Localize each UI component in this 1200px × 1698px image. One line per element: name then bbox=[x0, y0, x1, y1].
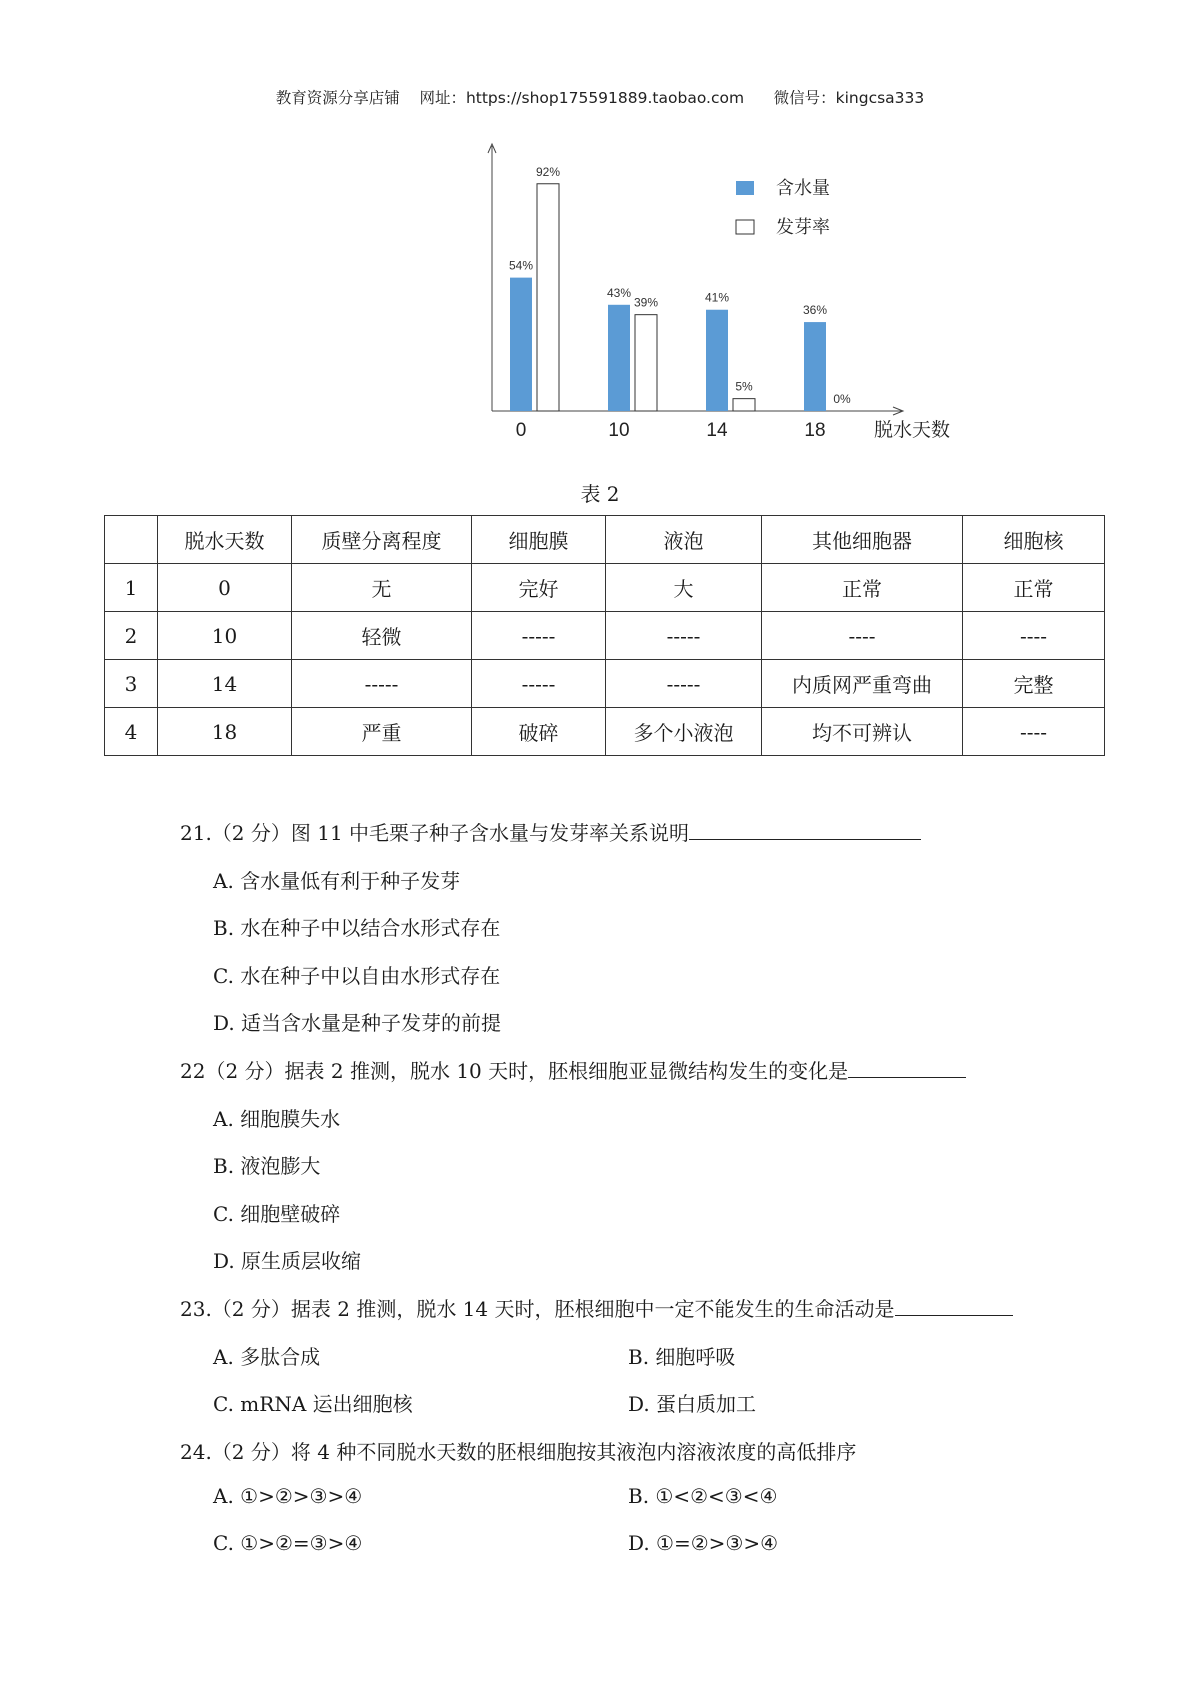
option-c[interactable]: C. 水在种子中以自由水形式存在 bbox=[213, 963, 501, 988]
x-tick-labels bbox=[516, 420, 826, 441]
question-stem bbox=[180, 1293, 1013, 1322]
legend bbox=[736, 178, 830, 237]
legend-label-germination: 发芽率 bbox=[776, 217, 830, 237]
table-cell: ---- bbox=[762, 612, 963, 660]
table-header-cell: 其他细胞器 bbox=[762, 516, 963, 564]
table-header-cell: 细胞核 bbox=[963, 516, 1105, 564]
table-caption: 表 2 bbox=[580, 482, 620, 506]
label-water-18: 36% bbox=[802, 303, 828, 318]
option-d[interactable]: D. 蛋白质加工 bbox=[628, 1392, 757, 1416]
question-stem bbox=[180, 817, 921, 846]
option-c[interactable]: C. mRNA 运出细胞核 bbox=[213, 1392, 413, 1416]
label-germination-0: 92% bbox=[535, 164, 561, 179]
table-header-row bbox=[105, 516, 1105, 564]
answer-blank[interactable] bbox=[895, 1297, 1013, 1316]
x-axis-label: 脱水天数 bbox=[874, 420, 951, 441]
bar-germination-14 bbox=[733, 399, 755, 411]
option-a[interactable]: A. 细胞膜失水 bbox=[213, 1106, 341, 1131]
answer-blank[interactable] bbox=[689, 821, 921, 840]
table-cell: 均不可辨认 bbox=[762, 708, 963, 756]
question-stem bbox=[180, 1436, 856, 1465]
x-tick-14: 14 bbox=[706, 420, 728, 441]
label-germination-18: 0% bbox=[833, 392, 851, 406]
table-cell: 无 bbox=[292, 564, 472, 612]
table-cell: 0 bbox=[158, 564, 292, 612]
table-cell: ---- bbox=[963, 612, 1105, 660]
table-cell: 完好 bbox=[472, 564, 606, 612]
table-header-cell: 质壁分离程度 bbox=[292, 516, 472, 564]
option-b[interactable]: B. 水在种子中以结合水形式存在 bbox=[213, 916, 501, 940]
label-water-0: 54% bbox=[508, 258, 534, 273]
table-cell: ----- bbox=[292, 660, 472, 708]
option-b[interactable]: B. 细胞呼吸 bbox=[628, 1344, 736, 1369]
table-header-cell bbox=[105, 516, 158, 564]
table-cell: ---- bbox=[963, 708, 1105, 756]
bar-germination-10 bbox=[635, 315, 657, 411]
label-germination-14: 5% bbox=[735, 379, 753, 394]
data-table bbox=[104, 515, 1105, 756]
bar-water-14 bbox=[706, 310, 728, 411]
x-tick-18: 18 bbox=[804, 420, 826, 441]
table-row bbox=[105, 564, 1105, 612]
option-a[interactable]: A. 含水量低有利于种子发芽 bbox=[213, 868, 461, 893]
table-row bbox=[105, 660, 1105, 708]
table-cell: 4 bbox=[105, 708, 158, 756]
data-labels-group bbox=[509, 165, 851, 406]
answer-blank[interactable] bbox=[848, 1059, 966, 1078]
table-cell: ----- bbox=[606, 660, 762, 708]
bar-chart bbox=[470, 140, 970, 450]
option-d[interactable]: D. 原生质层收缩 bbox=[213, 1249, 362, 1273]
question-text: 22（2 分）据表 2 推测，脱水 10 天时，胚根细胞亚显微结构发生的变化是 bbox=[180, 1059, 849, 1083]
option-a[interactable]: A. 多肽合成 bbox=[213, 1344, 321, 1369]
option-a[interactable]: A. ①>②>③>④ bbox=[213, 1483, 363, 1508]
option-d[interactable]: D. 适当含水量是种子发芽的前提 bbox=[213, 1011, 502, 1035]
table-header-cell: 液泡 bbox=[606, 516, 762, 564]
option-b[interactable]: B. ①<②<③<④ bbox=[628, 1483, 778, 1508]
table-header-cell: 脱水天数 bbox=[158, 516, 292, 564]
table-cell: 严重 bbox=[292, 708, 472, 756]
question-text: 21.（2 分）图 11 中毛栗子种子含水量与发芽率关系说明 bbox=[180, 821, 690, 845]
table-header-cell: 细胞膜 bbox=[472, 516, 606, 564]
table-cell: 18 bbox=[158, 708, 292, 756]
table-cell: 3 bbox=[105, 660, 158, 708]
table-cell: 破碎 bbox=[472, 708, 606, 756]
label-germination-10: 39% bbox=[633, 295, 659, 310]
y-axis bbox=[488, 144, 496, 411]
question-stem bbox=[180, 1055, 966, 1084]
table-cell: 正常 bbox=[963, 564, 1105, 612]
label-water-10: 43% bbox=[606, 285, 632, 300]
table-cell: 完整 bbox=[963, 660, 1105, 708]
table-row bbox=[105, 708, 1105, 756]
option-c[interactable]: C. 细胞壁破碎 bbox=[213, 1201, 341, 1226]
table-cell: 14 bbox=[158, 660, 292, 708]
option-d[interactable]: D. ①=②>③>④ bbox=[628, 1531, 779, 1555]
table-row bbox=[105, 612, 1105, 660]
bar-germination-0 bbox=[537, 184, 559, 411]
table-cell: ----- bbox=[472, 612, 606, 660]
legend-label-water: 含水量 bbox=[776, 178, 830, 198]
question-text: 23.（2 分）据表 2 推测，脱水 14 天时，胚根细胞中一定不能发生的生命活动是 bbox=[180, 1297, 895, 1321]
bar-water-18 bbox=[804, 322, 826, 411]
question-text: 24.（2 分）将 4 种不同脱水天数的胚根细胞按其液泡内溶液浓度的高低排序 bbox=[180, 1440, 857, 1464]
table-cell: 内质网严重弯曲 bbox=[762, 660, 963, 708]
x-tick-0: 0 bbox=[515, 420, 527, 441]
option-c[interactable]: C. ①>②=③>④ bbox=[213, 1531, 363, 1555]
table-cell: ----- bbox=[606, 612, 762, 660]
table-cell: 10 bbox=[158, 612, 292, 660]
legend-swatch-germination bbox=[736, 220, 754, 234]
table-cell: 1 bbox=[105, 564, 158, 612]
table-cell: 正常 bbox=[762, 564, 963, 612]
legend-swatch-water bbox=[736, 181, 754, 195]
table-cell: 2 bbox=[105, 612, 158, 660]
bar-water-10 bbox=[608, 305, 630, 411]
table-cell: ----- bbox=[472, 660, 606, 708]
table-cell: 多个小液泡 bbox=[606, 708, 762, 756]
bar-water-0 bbox=[510, 278, 532, 411]
table-cell: 轻微 bbox=[292, 612, 472, 660]
page-header-watermark: 教育资源分享店铺 网址：https://shop175591889.taobao.com 微信号：kingcsa333 bbox=[275, 89, 925, 107]
x-tick-10: 10 bbox=[608, 420, 630, 441]
option-b[interactable]: B. 液泡膨大 bbox=[213, 1154, 321, 1178]
label-water-14: 41% bbox=[704, 290, 730, 305]
table-cell: 大 bbox=[606, 564, 762, 612]
